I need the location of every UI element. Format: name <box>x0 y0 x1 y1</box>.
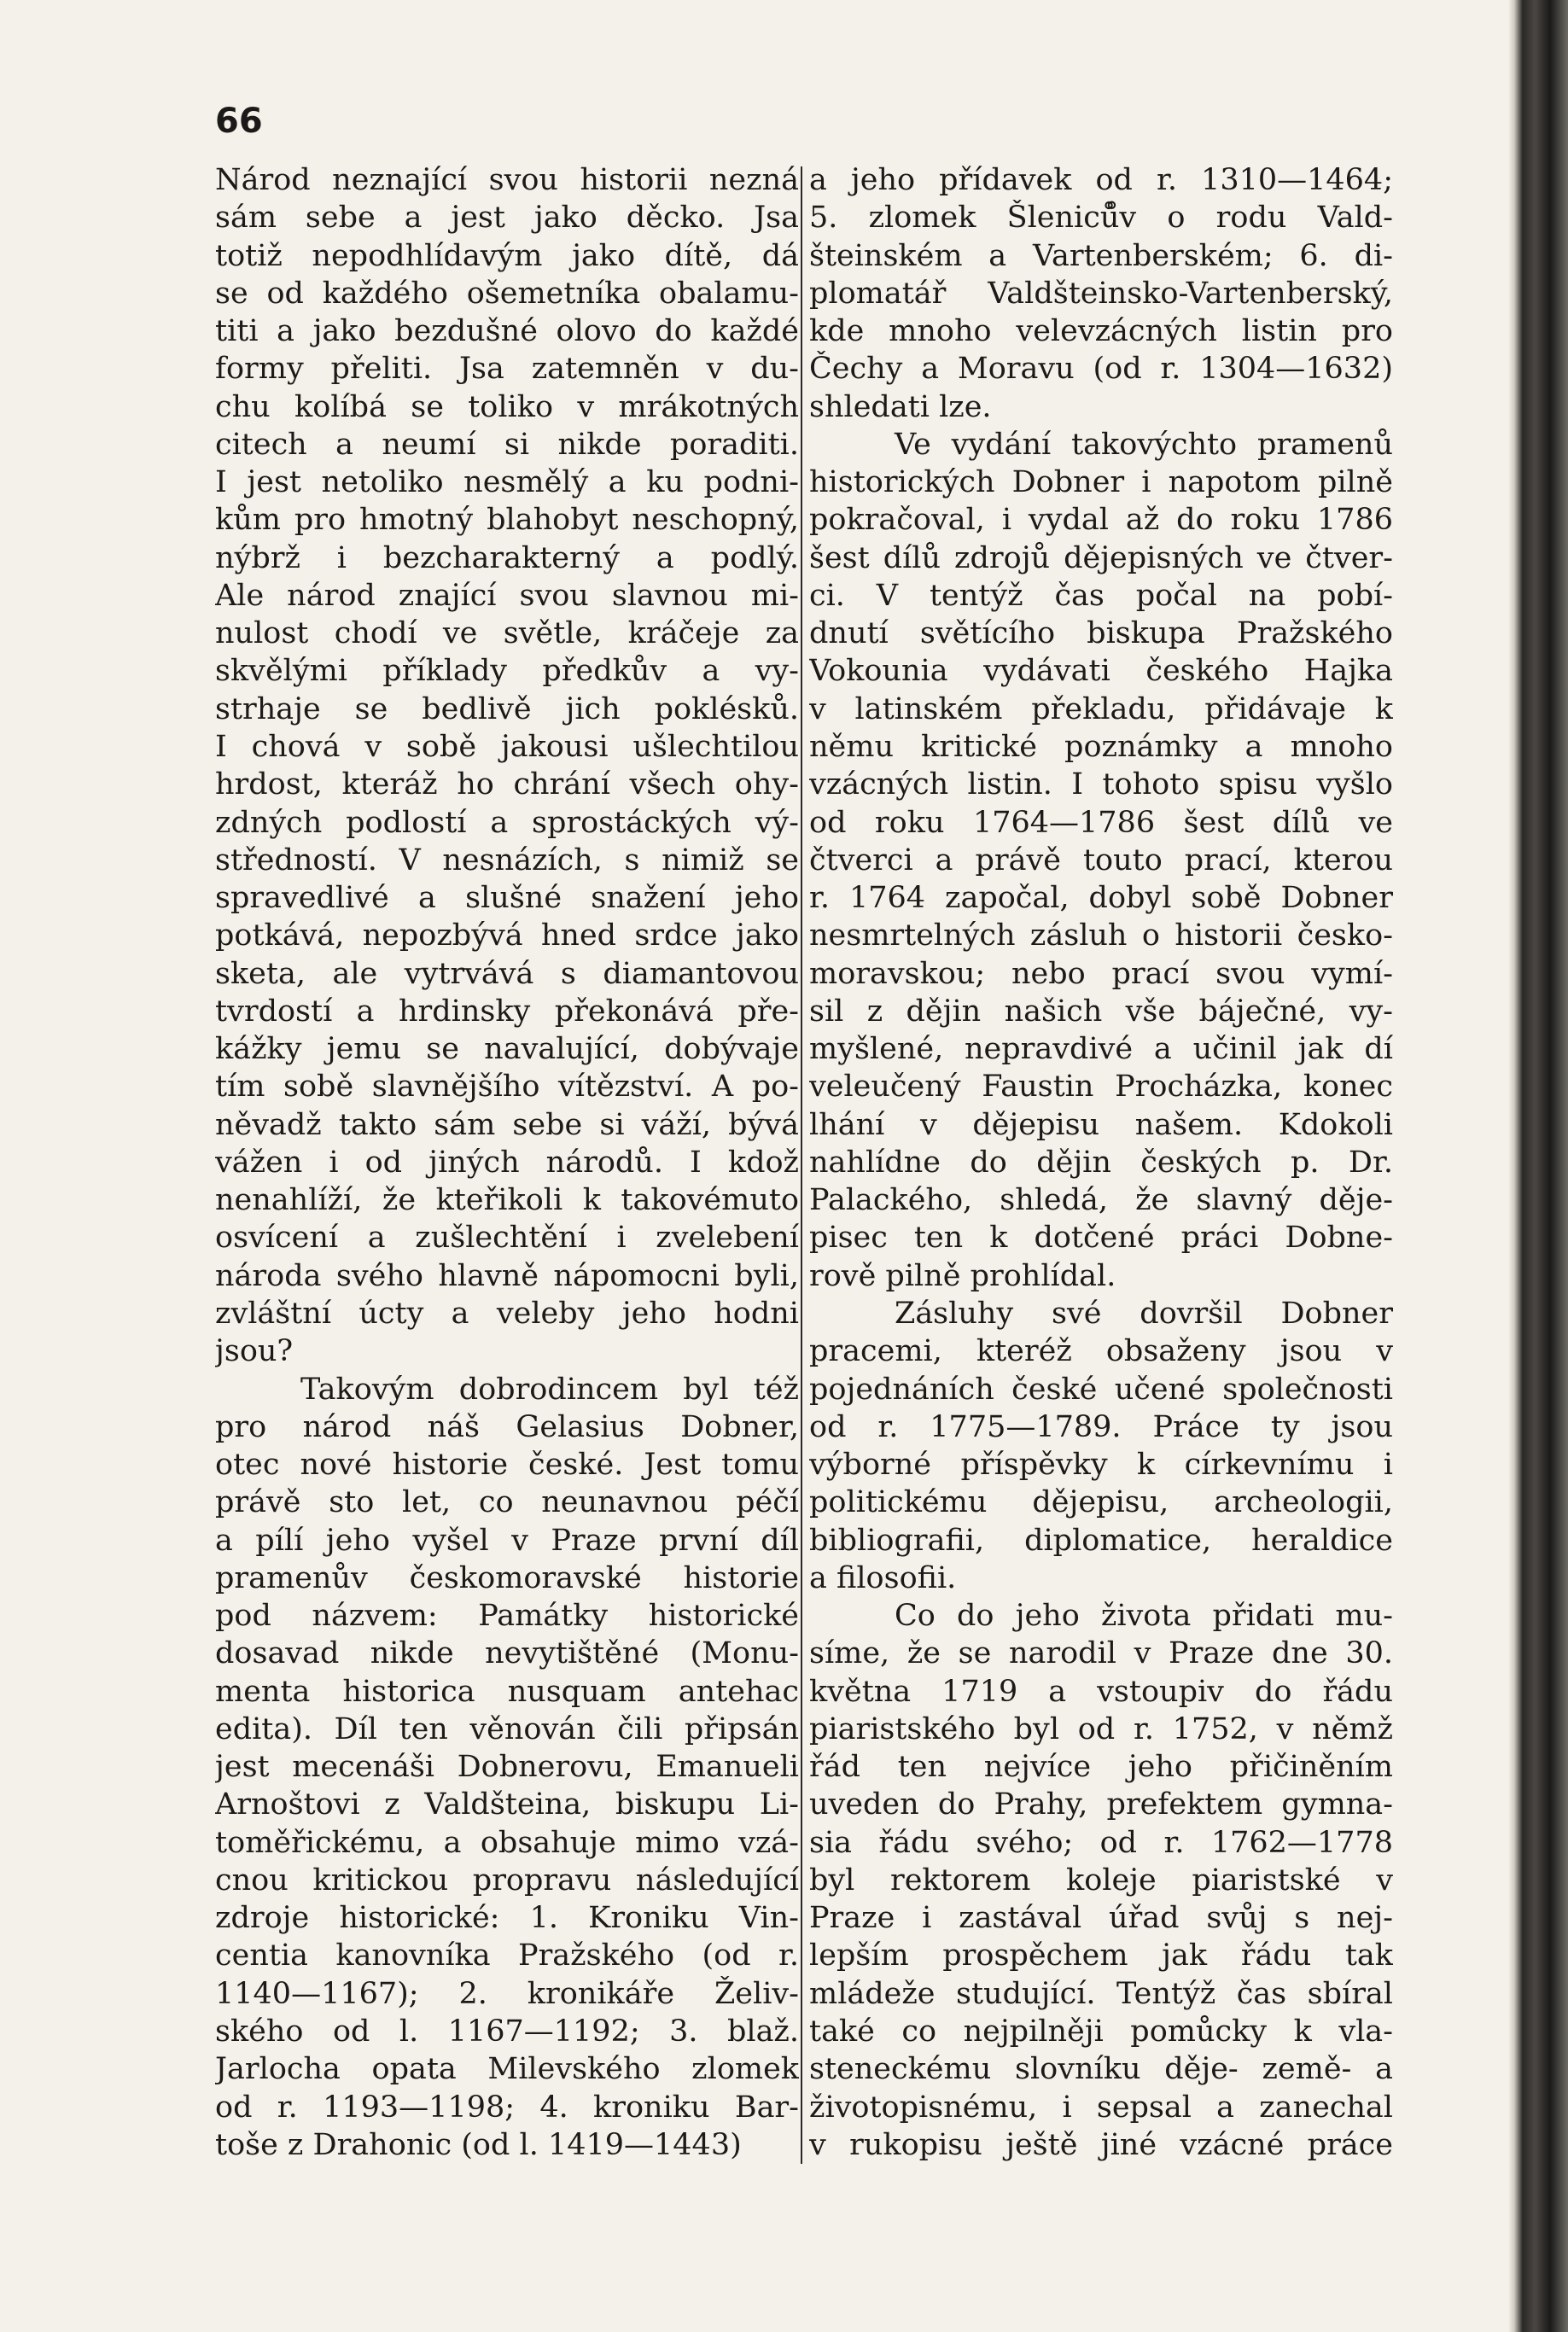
text-line: formy přeliti. Jsa zatemněn v du- <box>215 352 799 387</box>
text-line: piaristského byl od r. 1752, v němž <box>809 1711 1393 1746</box>
text-line: sketa, ale vytrvává s diamantovou <box>215 956 799 991</box>
text-line: právě sto let, co neunavnou péčí <box>215 1485 799 1520</box>
text-line: tím sobě slavnějšího vítězství. A po- <box>215 1070 799 1105</box>
text-line: od roku 1764—1786 šest dílů ve <box>809 805 1393 840</box>
text-line: totiž nepodhlídavým jako dítě, dá <box>215 238 799 273</box>
text-line: kde mnoho velevzácných listin pro <box>809 314 1393 349</box>
text-line: citech a neumí si nikde poraditi. <box>215 427 799 462</box>
text-line: středností. V nesnázích, s nimiž se <box>215 842 799 877</box>
text-line: zdných podlostí a sprostáckých vý- <box>215 805 799 840</box>
text-line: zvláštní úcty a veleby jeho hodni <box>215 1296 799 1331</box>
text-line: dnutí světícího biskupa Pražského <box>809 616 1393 651</box>
text-line: sám sebe a jest jako děcko. Jsa <box>215 201 799 236</box>
text-line: a filosofii. <box>809 1560 957 1595</box>
text-line: lepším prospěchem jak řádu tak <box>809 1938 1393 1973</box>
text-line: dosavad nikde nevytištěné (Monu- <box>215 1636 799 1671</box>
text-line: otec nové historie české. Jest tomu <box>215 1448 799 1483</box>
text-line: pisec ten k dotčené práci Dobne- <box>809 1221 1393 1256</box>
text-line: hrdost, kteráž ho chrání všech ohy- <box>215 767 799 802</box>
text-line: vážen i od jiných národů. I kdož <box>215 1145 799 1180</box>
text-line: politickému dějepisu, archeologii, <box>809 1485 1393 1520</box>
text-line: čtverci a právě touto prací, kterou <box>809 842 1393 877</box>
text-line: 1140—1167); 2. kronikáře Želiv- <box>215 1976 799 2011</box>
text-line: Palackého, shledá, že slavný děje- <box>809 1183 1393 1218</box>
text-line: r. 1764 započal, dobyl sobě Dobner <box>809 881 1393 916</box>
right-text-column <box>809 162 1393 2164</box>
text-line: životopisnému, i sepsal a zanechal <box>809 2090 1393 2125</box>
text-line: kážky jemu se navalující, dobývaje <box>215 1032 799 1067</box>
text-line: něvadž takto sám sebe si váží, bývá <box>215 1107 799 1142</box>
text-line: veleučený Faustin Procházka, konec <box>809 1070 1393 1105</box>
text-line: lhání v dějepisu našem. Kdokoli <box>809 1107 1393 1142</box>
text-line: bibliografii, diplomatice, heraldice <box>809 1523 1393 1558</box>
text-line: řád ten nejvíce jeho přičiněním <box>809 1750 1393 1785</box>
text-line: zdroje historické: 1. Kroniku Vin- <box>215 1901 799 1936</box>
text-line: a jeho přídavek od r. 1310—1464; <box>809 163 1393 197</box>
text-line: mládeže studující. Tentýž čas sbíral <box>809 1976 1393 2011</box>
text-line: pojednáních české učené společnosti <box>809 1372 1393 1407</box>
text-line: Čechy a Moravu (od r. 1304—1632) <box>809 352 1393 387</box>
text-line: sil z dějin našich vše báječné, vy- <box>809 994 1393 1029</box>
text-line: strhaje se bedlivě jich poklésků. <box>215 691 799 726</box>
text-line: ského od l. 1167—1192; 3. blaž. <box>215 2014 799 2049</box>
text-line: moravskou; nebo prací svou vymí- <box>809 956 1393 991</box>
text-line: nýbrž i bezcharakterný a podlý. <box>215 540 799 575</box>
text-line: v latinském překladu, přidávaje k <box>809 691 1393 726</box>
text-line: výborné příspěvky k církevnímu i <box>809 1448 1393 1483</box>
text-line: myšlené, nepravdivé a učinil jak dí <box>809 1032 1393 1067</box>
text-line: ci. V tentýž čas počal na pobí- <box>809 578 1393 613</box>
text-line: šest dílů zdrojů dějepisných ve čtver- <box>809 540 1393 575</box>
column-divider <box>801 166 802 2164</box>
text-line: nahlídne do dějin českých p. Dr. <box>809 1145 1393 1180</box>
text-line: Co do jeho života přidati mu- <box>895 1599 1393 1634</box>
text-line: nulost chodí ve světle, kráčeje za <box>215 616 799 651</box>
text-line: edita). Díl ten věnován čili připsán <box>215 1711 799 1746</box>
text-line: Arnoštovi z Valdšteina, biskupu Li- <box>215 1787 799 1822</box>
text-line: vzácných listin. I tohoto spisu vyšlo <box>809 767 1393 802</box>
text-line: a pílí jeho vyšel v Praze první díl <box>215 1523 799 1558</box>
text-line: spravedlivé a slušné snažení jeho <box>215 881 799 916</box>
page-number: 66 <box>215 102 263 141</box>
text-line: cnou kritickou propravu následující <box>215 1863 799 1898</box>
text-line: uveden do Prahy, prefektem gymna- <box>809 1787 1393 1822</box>
text-line: 5. zlomek Šleniců̊v o rodu Vald- <box>809 201 1393 236</box>
text-line: Ale národ znající svou slavnou mi- <box>215 578 799 613</box>
text-line: rově pilně prohlídal. <box>809 1258 1116 1293</box>
text-line: v rukopisu ještě jiné vzácné práce <box>809 2127 1393 2162</box>
text-line: pro národ náš Gelasius Dobner, <box>215 1409 799 1444</box>
text-line: Vokounia vydávati českého Hajka <box>809 654 1393 689</box>
text-line: potkává, nepozbývá hned srdce jako <box>215 918 799 953</box>
text-line: nenahlíží, že kteřikoli k takovémuto <box>215 1183 799 1218</box>
text-line: menta historica nusquam antehac <box>215 1674 799 1709</box>
text-line: jsou? <box>215 1334 294 1369</box>
text-line: Zásluhy své dovršil Dobner <box>895 1296 1393 1331</box>
text-line: centia kanovníka Pražského (od r. <box>215 1938 799 1973</box>
text-line: němu kritické poznámky a mnoho <box>809 729 1393 764</box>
text-line: historických Dobner i napotom pilně <box>809 465 1393 500</box>
text-line: shledati lze. <box>809 389 992 424</box>
text-line: Jarlocha opata Milevského zlomek <box>215 2052 799 2087</box>
text-line: steneckému slovníku děje- země- a <box>809 2052 1393 2087</box>
text-line: pracemi, kteréž obsaženy jsou v <box>809 1334 1393 1369</box>
text-line: skvělými příklady předkův a vy- <box>215 654 799 689</box>
text-line: sia řádu svého; od r. 1762—1778 <box>809 1825 1393 1860</box>
text-line: kům pro hmotný blahobyt neschopný, <box>215 503 799 538</box>
text-line: jest mecenáši Dobnerovu, Emanueli <box>215 1750 799 1785</box>
left-text-column <box>215 162 799 2164</box>
text-line: od r. 1193—1198; 4. kroniku Bar- <box>215 2090 799 2125</box>
text-line: pramenův českomoravské historie <box>215 1560 799 1595</box>
text-line: se od každého ošemetníka obalamu- <box>215 276 799 311</box>
text-line: Praze i zastával úřad svůj s nej- <box>809 1901 1393 1936</box>
text-line: chu kolíbá se toliko v mrákotných <box>215 389 799 424</box>
book-binding-edge <box>1508 0 1568 2332</box>
text-line: pod názvem: Památky historické <box>215 1599 799 1634</box>
text-line: také co nejpilněji pomůcky k vla- <box>809 2014 1393 2049</box>
text-line: Národ neznající svou historii nezná <box>215 163 799 197</box>
text-line: titi a jako bezdušné olovo do každé <box>215 314 799 349</box>
text-line: národa svého hlavně nápomocni byli, <box>215 1258 799 1293</box>
text-line: Takovým dobrodincem byl též <box>300 1372 799 1407</box>
text-line: tvrdostí a hrdinsky překonává pře- <box>215 994 799 1029</box>
text-line: od r. 1775—1789. Práce ty jsou <box>809 1409 1393 1444</box>
text-line: pokračoval, i vydal až do roku 1786 <box>809 503 1393 538</box>
text-line: plomatář Valdšteinsko-Vartenberský, <box>809 276 1393 311</box>
text-line: Ve vydání takovýchto pramenů <box>895 427 1393 462</box>
text-line: I jest netoliko nesmělý a ku podni- <box>215 465 799 500</box>
text-line: šteinském a Vartenberském; 6. di- <box>809 238 1393 273</box>
text-line: I chová v sobě jakousi ušlechtilou <box>215 729 799 764</box>
text-line: byl rektorem koleje piaristské v <box>809 1863 1393 1898</box>
text-line: síme, že se narodil v Praze dne 30. <box>809 1636 1393 1671</box>
text-line: toše z Drahonic (od l. 1419—1443) <box>215 2127 742 2162</box>
text-line: toměřickému, a obsahuje mimo vzá- <box>215 1825 799 1860</box>
text-line: nesmrtelných zásluh o historii česko- <box>809 918 1393 953</box>
text-line: osvícení a zušlechtění i zvelebení <box>215 1221 799 1256</box>
text-line: května 1719 a vstoupiv do řádu <box>809 1674 1393 1709</box>
